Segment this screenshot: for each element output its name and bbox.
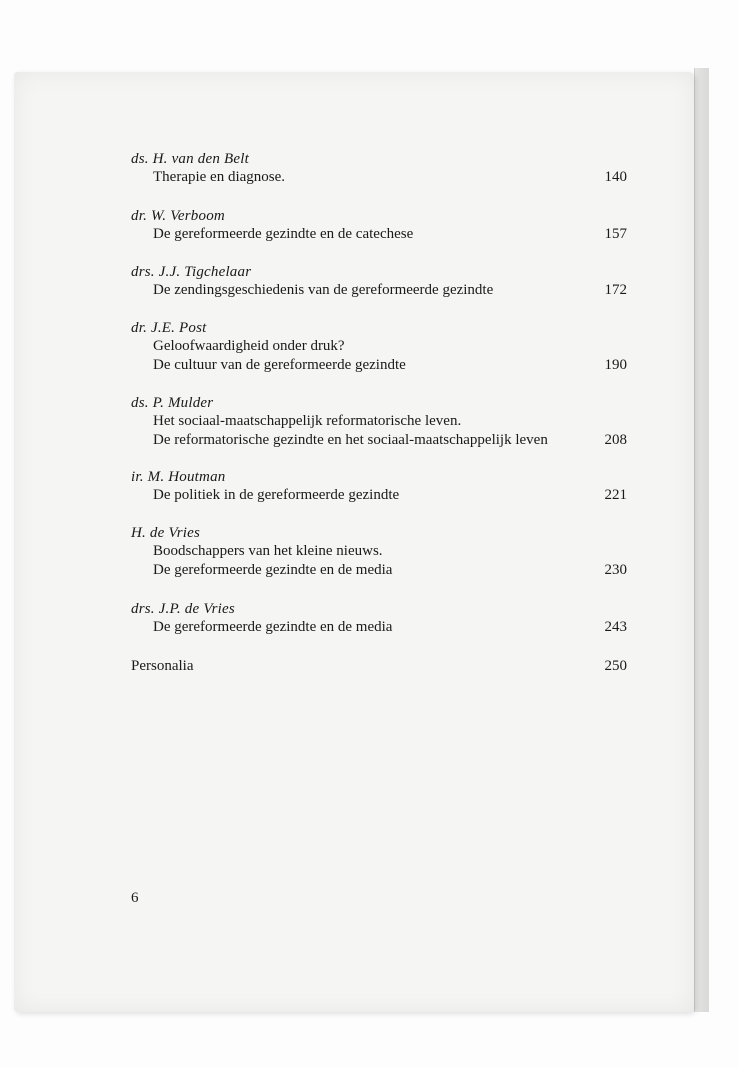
entry-title: Het sociaal-maatschappelijk reformatorische leven. (153, 413, 462, 429)
toc-entry (131, 319, 627, 375)
entry-title: Therapie en diagnose. 140 (153, 169, 627, 185)
entry-author: ds. H. van den Belt (131, 151, 249, 167)
entry-author: H. de Vries (131, 525, 200, 541)
toc-entry (131, 263, 627, 300)
entry-page-number: 221 (604, 487, 627, 503)
entry-author: ir. M. Houtman (131, 469, 226, 485)
entry-title: De zendingsgeschiedenis van de gereformeerde gezindte 172 (153, 282, 627, 298)
entry-page-number: 208 (604, 432, 627, 448)
entry-page-number: 157 (604, 226, 627, 242)
toc-entry (131, 150, 627, 187)
entry-author: dr. J.E. Post (131, 320, 207, 336)
toc-entry (131, 524, 627, 580)
page-folio: 6 (131, 890, 139, 906)
entry-page-number: 230 (604, 562, 627, 578)
entry-author: drs. J.P. de Vries (131, 601, 235, 617)
entry-title: De gereformeerde gezindte en de media 230 (153, 562, 627, 578)
personalia-page-number: 250 (604, 658, 627, 674)
entry-title: De cultuur van de gereformeerde gezindte 190 (153, 357, 627, 373)
entry-author: ds. P. Mulder (131, 395, 214, 411)
entry-title: De gereformeerde gezindte en de media 243 (153, 619, 627, 635)
entry-title: Geloofwaardigheid onder druk? (153, 338, 345, 354)
entry-page-number: 243 (604, 619, 627, 635)
personalia-label: Personalia (131, 658, 194, 674)
entry-title: De reformatorische gezindte en het sociaal-maatschappelijk leven 208 (153, 432, 627, 448)
entry-author: drs. J.J. Tigchelaar (131, 264, 252, 280)
page-edge (694, 68, 709, 1012)
toc-entry (131, 468, 627, 505)
entry-page-number: 190 (604, 357, 627, 373)
entry-title: De politiek in de gereformeerde gezindte 221 (153, 487, 627, 503)
toc-entry (131, 207, 627, 244)
entry-title: Boodschappers van het kleine nieuws. (153, 543, 383, 559)
entry-page-number: 140 (604, 169, 627, 185)
entry-author: dr. W. Verboom (131, 208, 225, 224)
personalia-entry (131, 657, 627, 676)
entry-page-number: 172 (604, 282, 627, 298)
toc-entry (131, 600, 627, 637)
toc-entry (131, 394, 627, 450)
entry-title: De gereformeerde gezindte en de catechese 157 (153, 226, 627, 242)
